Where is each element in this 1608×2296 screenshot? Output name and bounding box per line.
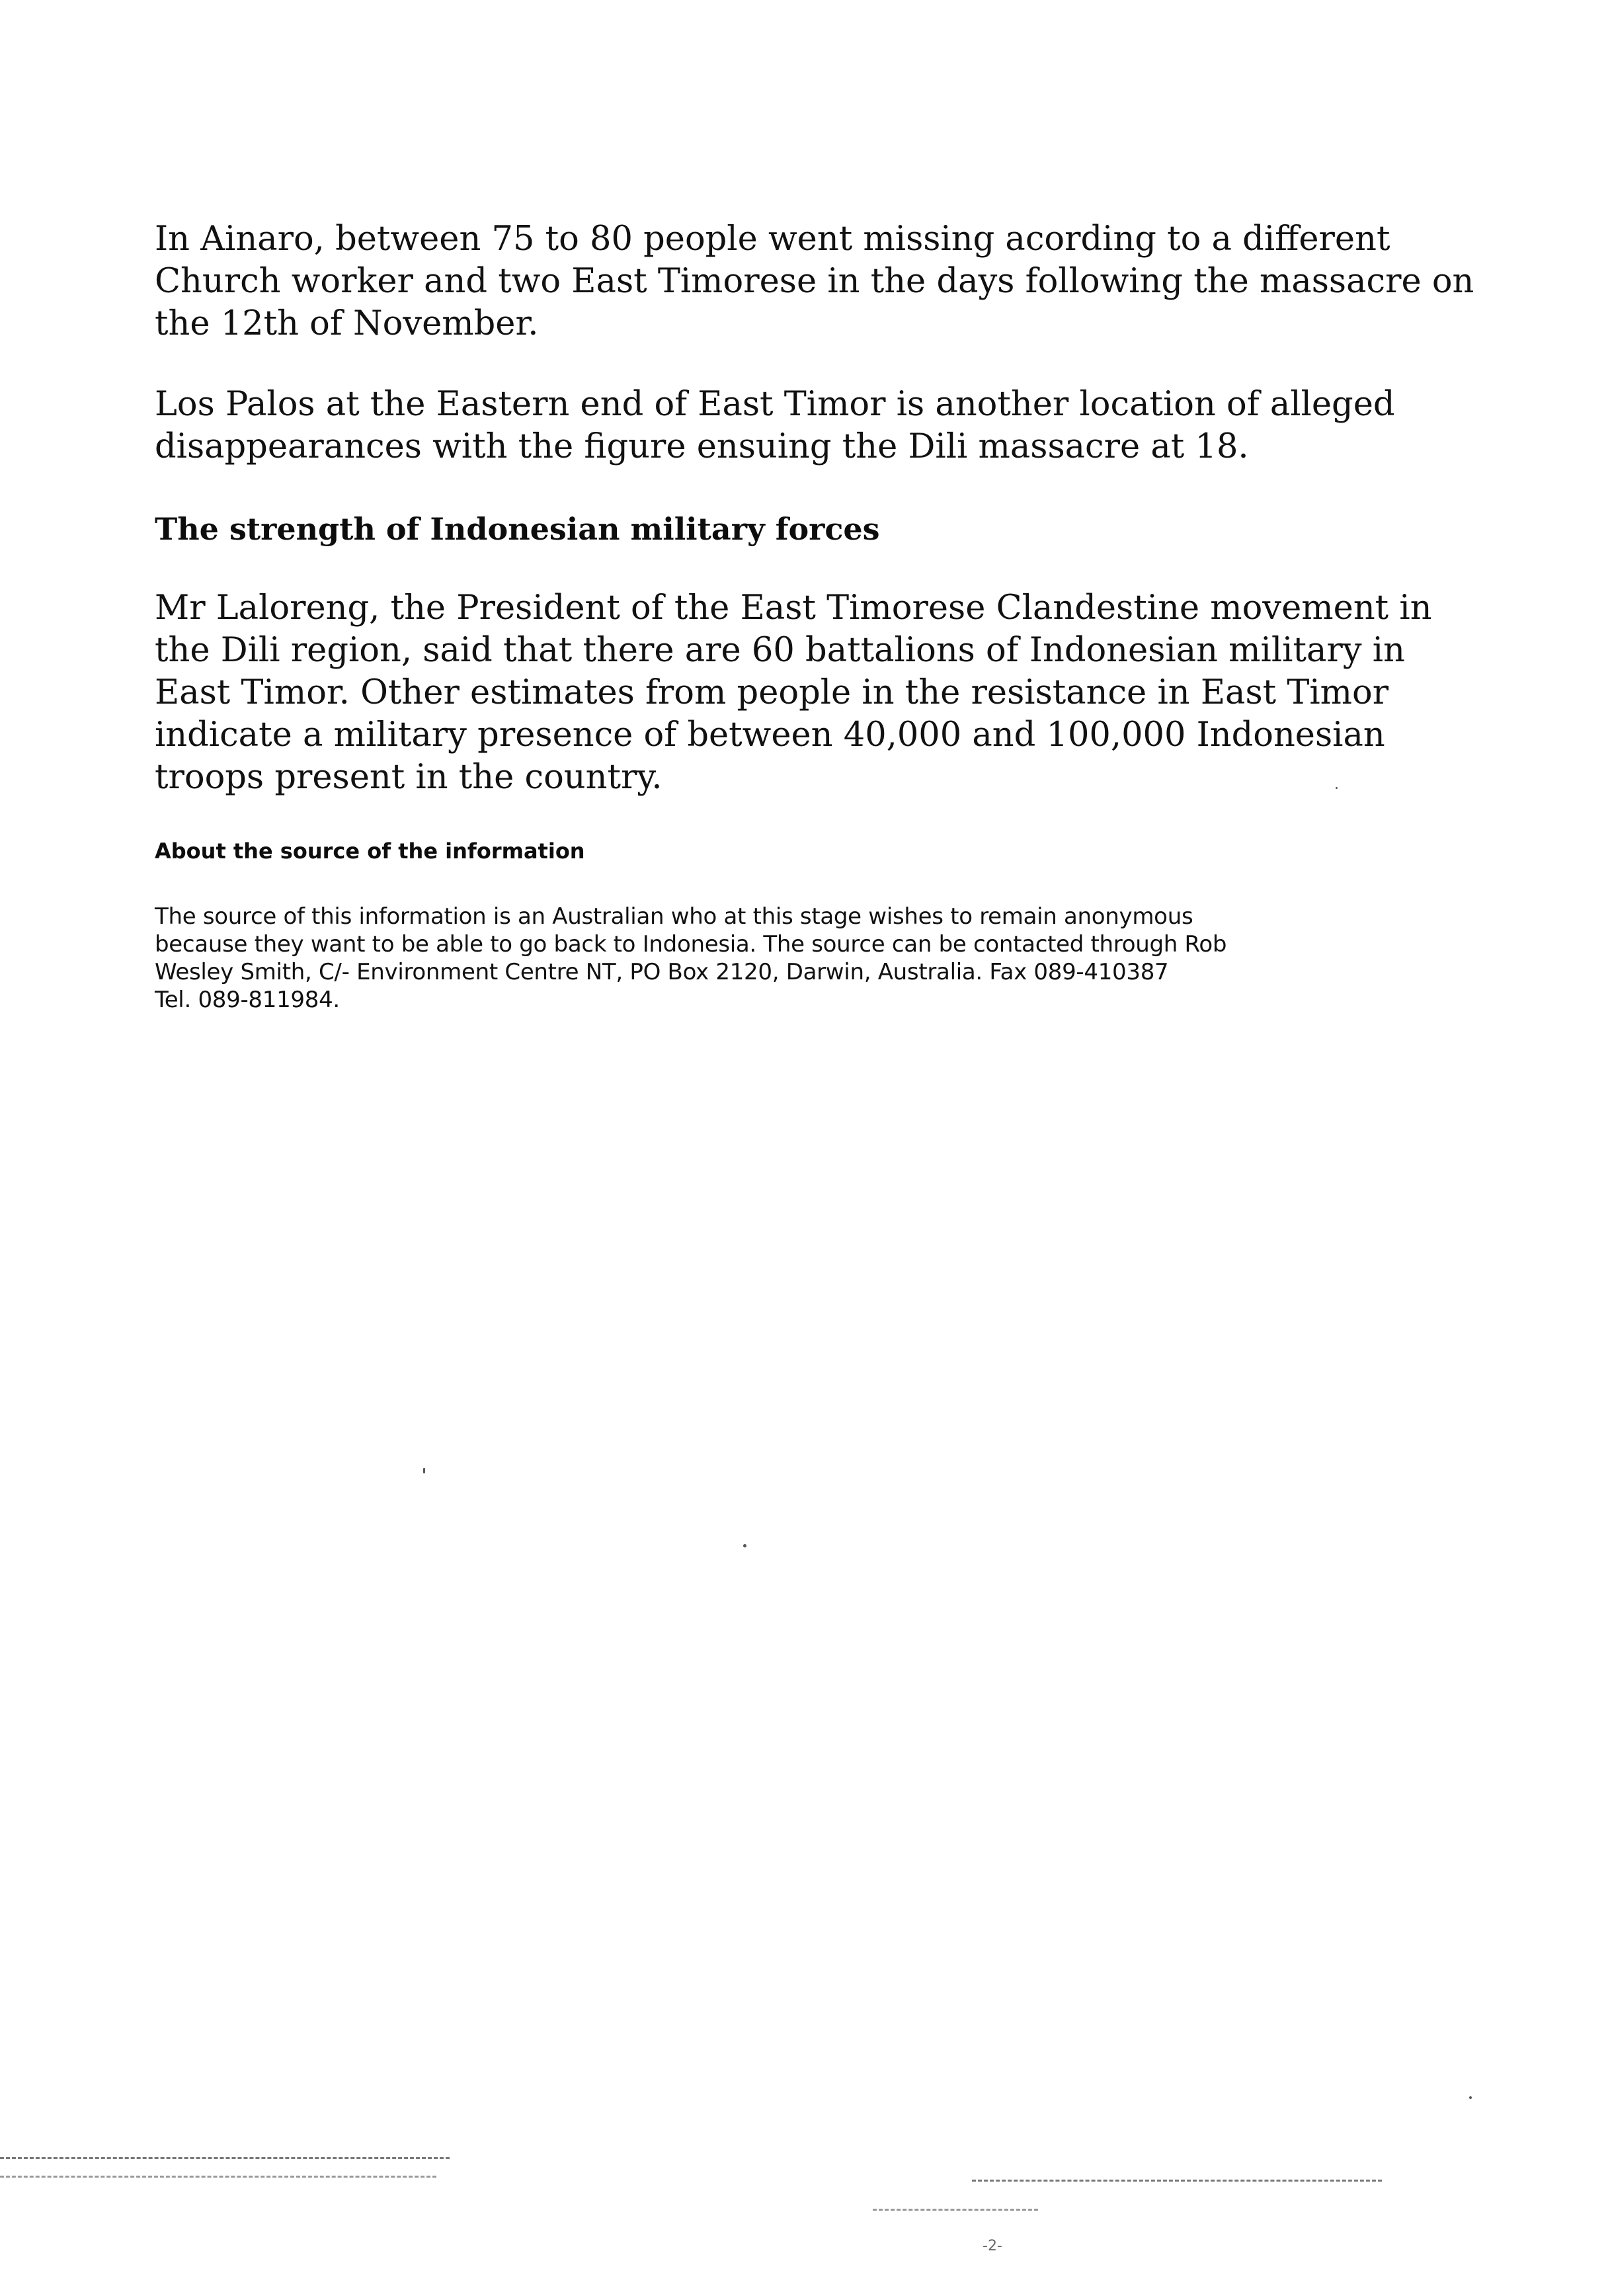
scan-speck — [743, 1544, 746, 1547]
scan-speck — [423, 1468, 425, 1473]
source-line: because they want to be able to go back to Indonesia. The source can be contacted through Rob — [155, 931, 1227, 958]
footer-rule-left — [0, 2157, 450, 2159]
paragraph-line: the 12th of November. — [155, 304, 539, 343]
scan-speck — [1336, 787, 1338, 789]
paragraph-line: troops present in the country. — [155, 758, 663, 797]
scan-speck — [1469, 2096, 1472, 2099]
paragraph-los-palos — [155, 384, 1395, 468]
page-number: -2- — [983, 2238, 1002, 2254]
paragraph-line: the Dili region, said that there are 60 battalions of Indonesian military in — [155, 631, 1405, 670]
source-line: Wesley Smith, C/- Environment Centre NT, PO Box 2120, Darwin, Australia. Fax 089-410387 — [155, 959, 1169, 985]
source-line: The source of this information is an Australian who at this stage wishes to remain anonymous — [155, 903, 1193, 930]
footer-rule-right — [873, 2209, 1038, 2211]
paragraph-military-strength — [155, 587, 1432, 799]
footer-rule-left — [0, 2176, 436, 2178]
footer-rule-right — [972, 2180, 1382, 2182]
paragraph-line: East Timor. Other estimates from people in the resistance in East Timor — [155, 673, 1389, 712]
heading-military-strength: The strength of Indonesian military forces — [155, 511, 880, 547]
source-line: Tel. 089-811984. — [155, 987, 340, 1013]
paragraph-line: Los Palos at the Eastern end of East Timor is another location of alleged — [155, 385, 1395, 424]
paragraph-ainaro-missing — [155, 218, 1474, 345]
paragraph-line: Mr Laloreng, the President of the East Timorese Clandestine movement in — [155, 589, 1432, 628]
source-paragraph — [155, 903, 1385, 1014]
paragraph-line: In Ainaro, between 75 to 80 people went missing acording to a different — [155, 220, 1390, 259]
paragraph-line: Church worker and two East Timorese in the days following the massacre on — [155, 262, 1474, 301]
paragraph-line: indicate a military presence of between 40,000 and 100,000 Indonesian — [155, 716, 1385, 755]
paragraph-line: disappearances with the figure ensuing the Dili massacre at 18. — [155, 427, 1249, 466]
heading-source-info: About the source of the information — [155, 839, 585, 864]
